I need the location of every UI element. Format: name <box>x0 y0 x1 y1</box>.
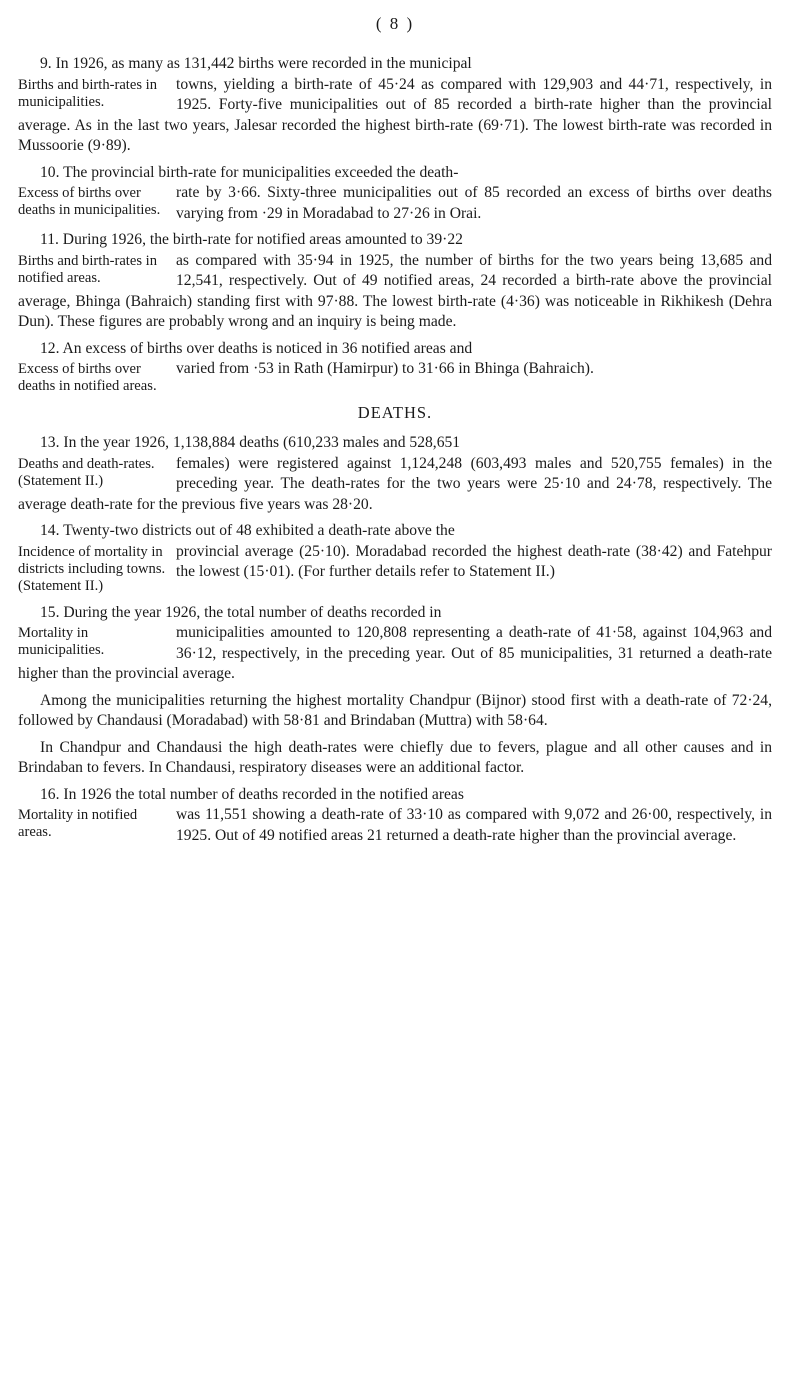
section-heading-deaths: DEATHS. <box>357 403 433 422</box>
paragraph-body: was 11,551 showing a death-rate of 33·10 as compared with 9,072 and 26·00, respectively, in 1925. Out of 49 notified areas 21 returned a death-rate higher than the provincial average. <box>176 806 772 844</box>
paragraph-lead: 12. An excess of births over deaths is noticed in 36 notified areas and <box>40 339 473 357</box>
paragraph-lead: 13. In the year 1926, 1,138,884 deaths (610,233 males and 528,651 <box>40 434 461 451</box>
paragraph-lead: 11. During 1926, the birth-rate for notified areas amounted to 39·22 <box>40 231 463 248</box>
paragraph-9 <box>18 54 772 157</box>
paragraph-body: provincial average (25·10). Moradabad recorded the highest death-rate (38·42) and Fatehpur the lowest (15·01). (For further details refer to Statement II.) <box>176 542 772 580</box>
paragraph-lead: 10. The provincial birth-rate for municipalities exceeded the death- <box>40 163 459 181</box>
paragraph-15 <box>18 603 772 685</box>
paragraph-body: municipalities amounted to 120,808 representing a death-rate of 41·58, against 104,963 and 36·12, respectively, in the preceding year. Out of 85 municipalities, 31 returned a death-rate higher than the provincial average. <box>18 624 772 682</box>
paragraph-lead: 16. In 1926 the total number of deaths recorded in the notified areas <box>40 785 464 803</box>
paragraph-15-continued-1: Among the municipalities returning the highest mortality Chandpur (Bijnor) stood first with a death-rate of 72·24, followed by Chandausi (Moradabad) with 58·81 and Brindaban (Muttra) with 58·64. <box>18 691 772 729</box>
paragraph-12 <box>18 339 772 398</box>
side-heading: Deaths and death-rates. (Statement II.) <box>18 455 155 489</box>
paragraph-13 <box>18 433 772 515</box>
side-heading: Excess of births over deaths in notified areas. <box>18 361 157 394</box>
paragraph-body: females) were registered against 1,124,248 (603,493 males and 520,755 females) in the preceding year. The death-rates for the two years were 25·10 and 24·78, respectively. The average death-rate for the previous five years was 28·20. <box>18 454 772 513</box>
paragraph-14 <box>18 521 772 597</box>
paragraph-body: as compared with 35·94 in 1925, the number of births for the two years being 13,685 and 12,541, respectively. Out of 49 notified areas, 24 recorded a birth-rate above the provincial average, Bhinga (Bahraich) standing first with 97·88. The lowest birth-rate (4·36) was noticeable in Rikhikesh (Dehra Dun). These figures are probably wrong and an inquiry is being made. <box>18 251 772 330</box>
paragraph-lead: 14. Twenty-two districts out of 48 exhibited a death-rate above the <box>40 522 455 539</box>
paragraph-body: rate by 3·66. Sixty-three municipalities out of 85 recorded an excess of births over deaths varying from ·29 in Moradabad to 27·26 in Orai. <box>176 184 772 222</box>
paragraph-lead: 9. In 1926, as many as 131,442 births were recorded in the municipal <box>40 55 472 72</box>
paragraph-body: varied from ·53 in Rath (Hamirpur) to 31·66 in Bhinga (Bahraich). <box>176 360 594 377</box>
paragraph-15-continued-2: In Chandpur and Chandausi the high death-rates were chiefly due to fevers, plague and all other causes and in Brindaban to fevers. In Chandausi, respiratory diseases were an additional factor. <box>18 738 772 776</box>
side-heading: Incidence of mortality in districts including towns. (Statement II.) <box>18 543 166 594</box>
paragraph-11 <box>18 230 772 333</box>
side-heading: Births and birth-rates in notified areas. <box>18 252 158 286</box>
side-heading: Births and birth-rates in municipalities. <box>18 76 158 110</box>
side-heading: Mortality in notified areas. <box>18 807 138 840</box>
paragraph-body: towns, yielding a birth-rate of 45·24 as compared with 129,903 and 44·71, respectively, in 1925. Forty-five municipalities out of 85 recorded a birth-rate higher than the provincial average. As in the last two years, Jalesar recorded the highest birth-rate (69·71). The lowest birth-rate was recorded in Mussoorie (9·89). <box>18 75 772 154</box>
page-number: ( 8 ) <box>375 14 415 33</box>
side-heading: Mortality in municipalities. <box>18 625 105 658</box>
paragraph-lead: 15. During the year 1926, the total number of deaths recorded in <box>40 603 442 621</box>
paragraph-16 <box>18 785 772 847</box>
side-heading: Excess of births over deaths in municipalities. <box>18 185 161 218</box>
paragraph-10 <box>18 163 772 225</box>
